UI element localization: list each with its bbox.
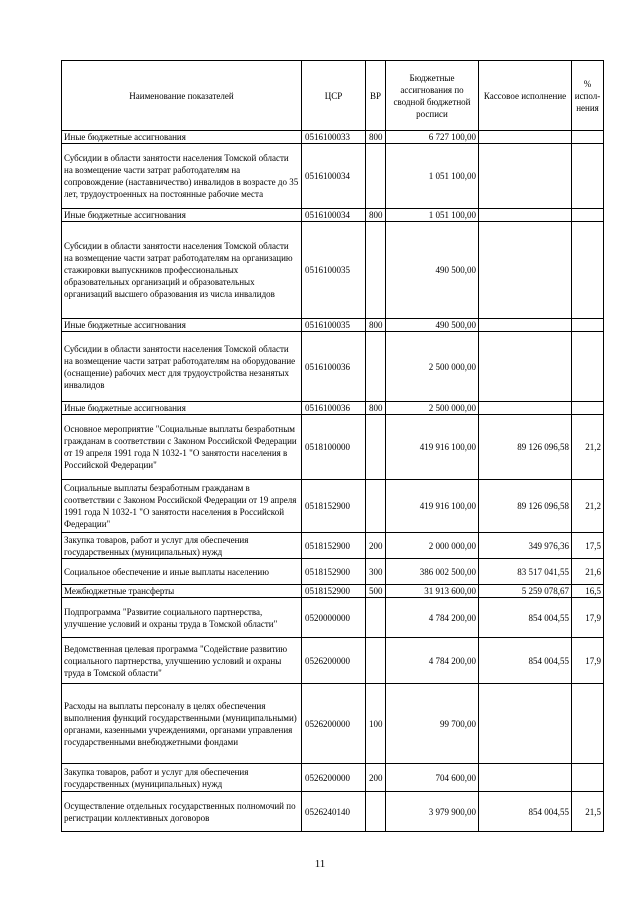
- row-name: Закупка товаров, работ и услуг для обеспечения государственных (муниципальных) нужд: [62, 764, 302, 792]
- row-percent: 17,9: [572, 638, 604, 684]
- row-vr: 800: [366, 319, 386, 332]
- row-percent: [572, 222, 604, 319]
- row-budget: 4 784 200,00: [386, 638, 479, 684]
- row-percent: [572, 684, 604, 764]
- header-budget: Бюджетные ассигнования по сводной бюджетной росписи: [386, 61, 479, 131]
- row-name: Закупка товаров, работ и услуг для обеспечения государственных (муниципальных) нужд: [62, 533, 302, 559]
- row-vr: [366, 222, 386, 319]
- row-csr: 0516100035: [302, 319, 366, 332]
- row-budget: 6 727 100,00: [386, 131, 479, 144]
- row-csr: 0520000000: [302, 598, 366, 638]
- table-row: [62, 585, 604, 598]
- row-cash: 854 004,55: [479, 638, 572, 684]
- row-csr: 0516100036: [302, 332, 366, 402]
- row-csr: 0518152900: [302, 533, 366, 559]
- row-name: Иные бюджетные ассигнования: [62, 209, 302, 222]
- row-percent: 21,2: [572, 480, 604, 533]
- table-row: [62, 559, 604, 585]
- row-vr: 500: [366, 585, 386, 598]
- table-row: [62, 131, 604, 144]
- row-name: Межбюджетные трансферты: [62, 585, 302, 598]
- row-budget: 4 784 200,00: [386, 598, 479, 638]
- row-csr: 0526240140: [302, 792, 366, 832]
- row-percent: [572, 144, 604, 209]
- row-csr: 0516100035: [302, 222, 366, 319]
- row-cash: [479, 209, 572, 222]
- row-budget: 2 500 000,00: [386, 402, 479, 415]
- row-vr: [366, 792, 386, 832]
- row-cash: [479, 319, 572, 332]
- row-name: Социальное обеспечение и иные выплаты населению: [62, 559, 302, 585]
- header-percent: % испол-нения: [572, 61, 604, 131]
- row-cash: 83 517 041,55: [479, 559, 572, 585]
- row-csr: 0516100036: [302, 402, 366, 415]
- table-row: [62, 480, 604, 533]
- row-budget: 490 500,00: [386, 319, 479, 332]
- row-percent: 17,9: [572, 598, 604, 638]
- row-name: Субсидии в области занятости населения Томской области на возмещение части затрат работодателям на сопровождение (наставничество) инвалидов в возрасте до 35 лет, трудоустроенных на постоянные рабочие места: [62, 144, 302, 209]
- page-number: 11: [314, 858, 326, 870]
- row-vr: [366, 598, 386, 638]
- table-row: [62, 332, 604, 402]
- row-percent: [572, 764, 604, 792]
- row-vr: 200: [366, 533, 386, 559]
- row-budget: 419 916 100,00: [386, 415, 479, 480]
- row-vr: [366, 332, 386, 402]
- row-vr: [366, 415, 386, 480]
- row-percent: 17,5: [572, 533, 604, 559]
- row-csr: 0518100000: [302, 415, 366, 480]
- row-vr: 100: [366, 684, 386, 764]
- row-percent: [572, 131, 604, 144]
- row-name: Ведомственная целевая программа "Содействие развитию социального партнерства, улучшению условий и охраны труда в Томской области": [62, 638, 302, 684]
- row-csr: 0526200000: [302, 684, 366, 764]
- table-row: [62, 402, 604, 415]
- header-vr: ВР: [366, 61, 386, 131]
- row-csr: 0518152900: [302, 559, 366, 585]
- row-cash: 89 126 096,58: [479, 415, 572, 480]
- row-name: Субсидии в области занятости населения Томской области на возмещение части затрат работодателям на оборудование (оснащение) рабочих мест для трудоустройства незанятых инвалидов: [62, 332, 302, 402]
- row-budget: 2 500 000,00: [386, 332, 479, 402]
- row-name: Подпрограмма "Развитие социального партнерства, улучшение условий и охраны труда в Томской области": [62, 598, 302, 638]
- row-name: Иные бюджетные ассигнования: [62, 319, 302, 332]
- table-row: [62, 222, 604, 319]
- table-header-row: [62, 61, 604, 131]
- row-vr: 800: [366, 402, 386, 415]
- row-cash: 89 126 096,58: [479, 480, 572, 533]
- header-cash: Кассовое исполнение: [479, 61, 572, 131]
- row-cash: [479, 222, 572, 319]
- row-csr: 0516100034: [302, 209, 366, 222]
- row-name: Расходы на выплаты персоналу в целях обеспечения выполнения функций государственными (муниципальными) органами, казенными учреждениями, органами управления государственными внебюджетными фондами: [62, 684, 302, 764]
- row-cash: [479, 684, 572, 764]
- row-name: Субсидии в области занятости населения Томской области на возмещение части затрат работодателям на организацию стажировки выпускников профессиональных образовательных организаций и образовательных организаций высшего образования из числа инвалидов: [62, 222, 302, 319]
- table-row: [62, 209, 604, 222]
- row-cash: 854 004,55: [479, 598, 572, 638]
- row-budget: 490 500,00: [386, 222, 479, 319]
- row-cash: [479, 764, 572, 792]
- row-budget: 1 051 100,00: [386, 209, 479, 222]
- row-budget: 3 979 900,00: [386, 792, 479, 832]
- row-cash: 349 976,36: [479, 533, 572, 559]
- row-cash: [479, 144, 572, 209]
- budget-execution-table: [61, 60, 604, 832]
- row-percent: 21,6: [572, 559, 604, 585]
- row-csr: 0526200000: [302, 638, 366, 684]
- table-row: [62, 598, 604, 638]
- row-budget: 31 913 600,00: [386, 585, 479, 598]
- row-percent: [572, 319, 604, 332]
- row-name: Иные бюджетные ассигнования: [62, 402, 302, 415]
- row-percent: [572, 402, 604, 415]
- row-budget: 419 916 100,00: [386, 480, 479, 533]
- row-cash: [479, 402, 572, 415]
- row-vr: [366, 144, 386, 209]
- table-row: [62, 415, 604, 480]
- row-csr: 0518152900: [302, 585, 366, 598]
- row-cash: [479, 131, 572, 144]
- row-csr: 0526200000: [302, 764, 366, 792]
- row-percent: 21,2: [572, 415, 604, 480]
- row-budget: 1 051 100,00: [386, 144, 479, 209]
- row-vr: [366, 480, 386, 533]
- row-vr: [366, 638, 386, 684]
- row-budget: 386 002 500,00: [386, 559, 479, 585]
- table-row: [62, 144, 604, 209]
- row-vr: 300: [366, 559, 386, 585]
- row-percent: 21,5: [572, 792, 604, 832]
- row-cash: [479, 332, 572, 402]
- header-csr: ЦСР: [302, 61, 366, 131]
- row-vr: 200: [366, 764, 386, 792]
- row-name: Осуществление отдельных государственных полномочий по регистрации коллективных договоров: [62, 792, 302, 832]
- row-name: Основное мероприятие "Социальные выплаты безработным гражданам в соответствии с Законом Российской Федерации от 19 апреля 1991 года N 1032-1 "О занятости населения в Российской Федерации": [62, 415, 302, 480]
- row-percent: 16,5: [572, 585, 604, 598]
- row-budget: 704 600,00: [386, 764, 479, 792]
- row-percent: [572, 332, 604, 402]
- table-row: [62, 684, 604, 764]
- row-vr: 800: [366, 131, 386, 144]
- table-row: [62, 533, 604, 559]
- row-budget: 99 700,00: [386, 684, 479, 764]
- row-csr: 0518152900: [302, 480, 366, 533]
- row-name: Социальные выплаты безработным гражданам в соответствии с Законом Российской Федерации от 19 апреля 1991 года N 1032-1 "О занятости населения в Российской Федерации": [62, 480, 302, 533]
- table-row: [62, 792, 604, 832]
- row-percent: [572, 209, 604, 222]
- row-csr: 0516100034: [302, 144, 366, 209]
- table-row: [62, 764, 604, 792]
- row-name: Иные бюджетные ассигнования: [62, 131, 302, 144]
- table-row: [62, 319, 604, 332]
- table-row: [62, 638, 604, 684]
- row-cash: 854 004,55: [479, 792, 572, 832]
- row-budget: 2 000 000,00: [386, 533, 479, 559]
- row-vr: 800: [366, 209, 386, 222]
- row-cash: 5 259 078,67: [479, 585, 572, 598]
- row-csr: 0516100033: [302, 131, 366, 144]
- header-name: Наименование показателей: [62, 61, 302, 131]
